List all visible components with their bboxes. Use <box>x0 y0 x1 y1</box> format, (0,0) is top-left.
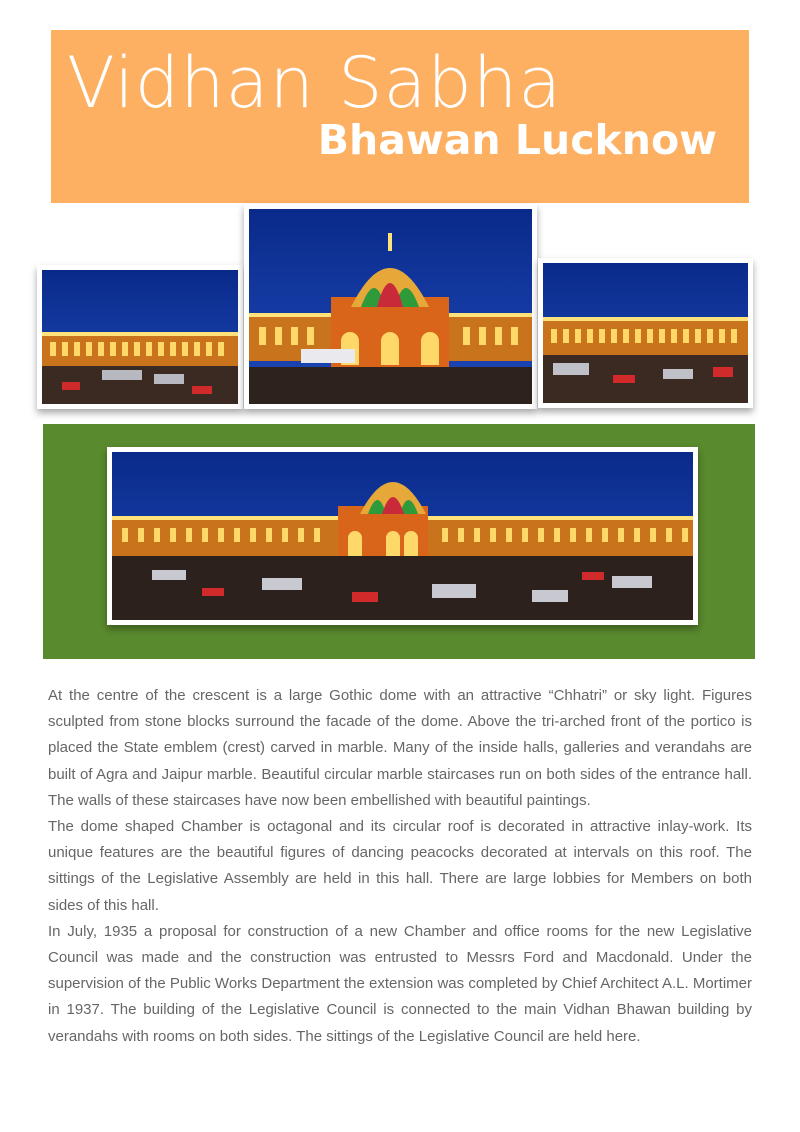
title-banner <box>51 30 749 203</box>
page-subtitle: Bhawan Lucknow <box>317 116 717 164</box>
photo-panorama <box>107 447 698 625</box>
paragraph-dome: At the centre of the crescent is a large Gothic dome with an attractive “Chhatri” or sky light. Figures sculpted from stone blocks surround the facade of the dome. Above the tri-arched front of the portico is placed the State emblem (crest) carved in marble. Many of the inside halls, galleries and verandahs are built of Agra and Jaipur marble. Beautiful circular marble staircases run on both sides of the entrance hall. The walls of these staircases have now been embellished with beautiful paintings. <box>48 687 752 809</box>
page-title: Vidhan Sabha <box>67 42 563 124</box>
photo-left <box>37 265 243 409</box>
paragraph-legislative-council: In July, 1935 a proposal for construction of a new Chamber and office rooms for the new Legislative Council was made and the construction was entrusted to Messrs Ford and Macdonald. Under the supervision of the Public Works Department the extension was completed by Chief Architect A.L. Mortimer in 1937. The building of the Legislative Council is connected to the main Vidhan Bhawan building by verandahs with rooms on both sides. The sittings of the Legislative Council are held here. <box>48 922 752 1045</box>
photo-right <box>538 258 753 408</box>
paragraph-chamber: The dome shaped Chamber is octagonal and its circular roof is decorated in attractive inlay-work. Its unique features are the beautiful figures of dancing peacocks decorated at intervals on this roof. The sittings of the Legislative Assembly are held in this hall. There are large lobbies for Members on both sides of this hall. <box>48 818 752 914</box>
building-dome-image <box>249 209 532 404</box>
body-text <box>48 683 752 1050</box>
building-left-wing-image <box>42 270 238 404</box>
building-panorama-image <box>112 452 693 620</box>
building-right-wing-image <box>543 263 748 403</box>
photo-center <box>244 204 537 409</box>
